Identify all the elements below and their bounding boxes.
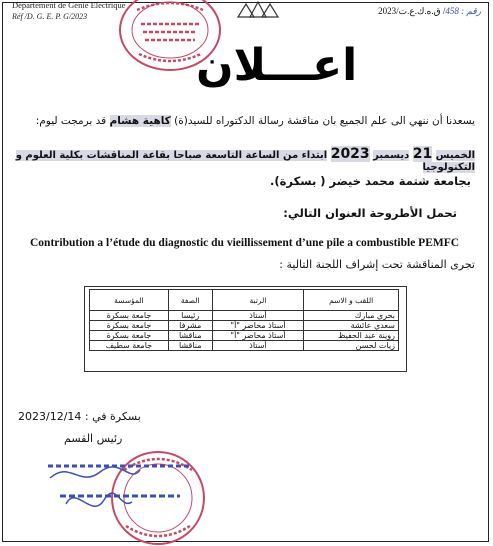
jury-member-rank: أستاذ محاضر "أ" [212,331,304,341]
jury-member-rank: أستاذ [212,341,304,351]
weekday: الخميس [435,150,475,161]
arabic-reference-number: رقم : 458 [445,6,481,16]
month: ديسمبر [373,150,410,161]
jury-member-name: روينة عبد الحفيظ [304,331,399,341]
jury-member-role: مناقشا [168,331,212,341]
jury-member-name: زيات لحسن [304,341,399,351]
jury-intro: تجرى المناقشة تحت إشراف اللجنة التالية : [279,258,475,271]
thesis-intro: تحمل الأطروحة العنوان التالي: [283,206,457,220]
issue-date: بسكرة في : 2023/12/14 [18,410,141,423]
jury-member-rank: أستاذ [212,311,304,321]
jury-member-name: سعدي عائشة [304,321,399,331]
year: 2023 [330,146,370,162]
university-line: بجامعة شتمة محمد خيضر ( بسكرة). [270,174,471,188]
header-name: اللقب و الاسم [304,290,399,311]
jury-member-institution: جامعة سطيف [90,341,169,351]
intro-text-end: قد برمجت ليوم: [35,115,107,127]
date-paragraph [7,146,475,173]
jury-member-role: مشرفا [168,321,212,331]
university-logo [236,0,280,18]
jury-member-rank: أستاذ محاضر "أ" [212,321,304,331]
header-rank: الرتبة [212,290,304,311]
signature-stamp [40,440,205,546]
head-of-department: رئيس القسم [64,432,123,445]
reference-number: Réf /D. G. E. P. G/2023 [12,12,88,21]
table-row [90,341,399,351]
header-institution: المؤسسة [90,290,169,311]
arabic-reference-suffix: / ق.ه.ك.ع.ت/2023 [378,6,446,16]
candidate-name: كاهية هشام [109,115,171,127]
intro-paragraph [15,115,475,127]
page-title: اعـــلان [196,40,358,91]
table-row [90,321,399,331]
jury-member-name: بحري مبارك [304,311,399,321]
jury-member-institution: جامعة بسكرة [90,321,169,331]
jury-table [89,289,399,351]
jury-member-institution: جامعة بسكرة [90,311,169,321]
department-name: Département de Génie Electrique [12,0,126,10]
intro-text: يسعدنا أن ننهي الى علم الجميع بان مناقشة رسالة الدكتوراه للسيد(ة) [174,115,475,127]
jury-member-institution: جامعة بسكرة [90,331,169,341]
jury-member-role: رئيسا [168,311,212,321]
table-row [90,311,399,321]
jury-table-header [90,290,399,311]
day-number: 21 [412,146,433,162]
arabic-reference [378,6,481,17]
table-row [90,331,399,341]
thesis-title: Contribution a l’étude du diagnostic du vieillissement d’une pile a combustible PEMFC [30,237,460,249]
header-role: الصفة [168,290,212,311]
time-and-place: ابتداء من الساعة التاسعة صباحا بقاعة المناقشات بكلية العلوم و التكنولوجيا [15,150,475,173]
jury-member-role: مناقشا [168,341,212,351]
